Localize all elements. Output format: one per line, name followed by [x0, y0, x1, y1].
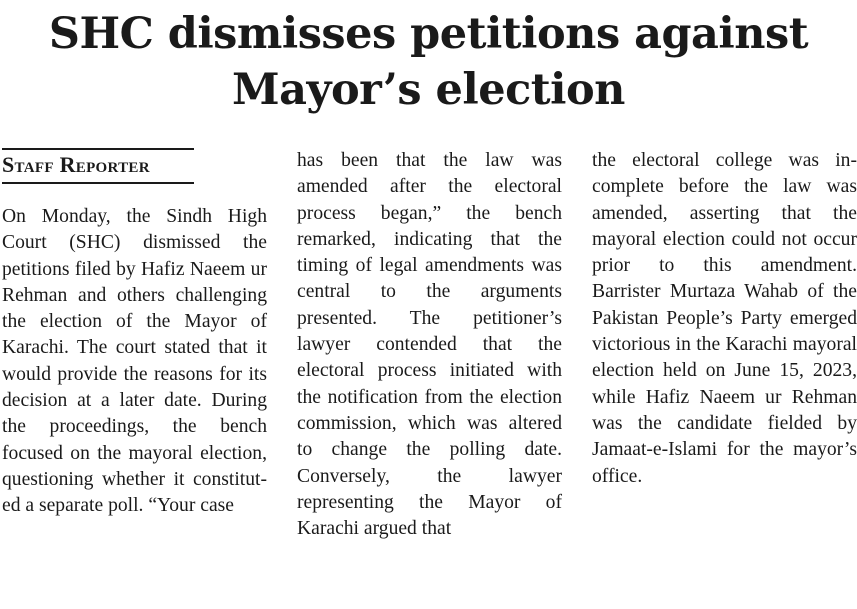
headline: [0, 6, 857, 118]
headline-line-2: Mayor’s election: [232, 65, 625, 115]
column-3-text: the electoral college was incomplete before the law was amended, asserting that the mayoral election could not occur prior to this amendment. Barrister Murtaza Wahab of the Pakistan People’s Party emerged victorious in the Karachi mayoral election held on June 15, 2023, while Hafiz Naeem ur Rehman was the candidate fielded by Jamaat-e-Islami for the mayor’s office.: [592, 150, 857, 487]
article-column-2: [297, 148, 562, 542]
column-2-text: has been that the law was amended after the electoral process began,” the bench remarked, indicating that the timing of legal amendments was central to the arguments presented. The petitioner’s lawyer contended that the electoral process initiated with the notification from the election commission, which was altered to change the polling date. Conversely, the lawyer representing the Mayor of Karachi argued that: [297, 150, 562, 540]
article-column-1: [2, 148, 267, 520]
headline-line-1: SHC dismisses petitions against: [48, 9, 809, 59]
column-1-text: On Monday, the Sindh High Court (SHC) dismissed the petitions filed by Hafiz Naeem ur Rehman and others challenging the election of the Mayor of Karachi. The court stated that it would provide the reasons for its decision at a later date. During the proceedings, the bench focused on the mayoral election, questioning whether it constituted a separate poll. “Your case: [2, 206, 267, 517]
byline: Staff Reporter: [2, 148, 194, 184]
article-column-3: [592, 148, 857, 490]
